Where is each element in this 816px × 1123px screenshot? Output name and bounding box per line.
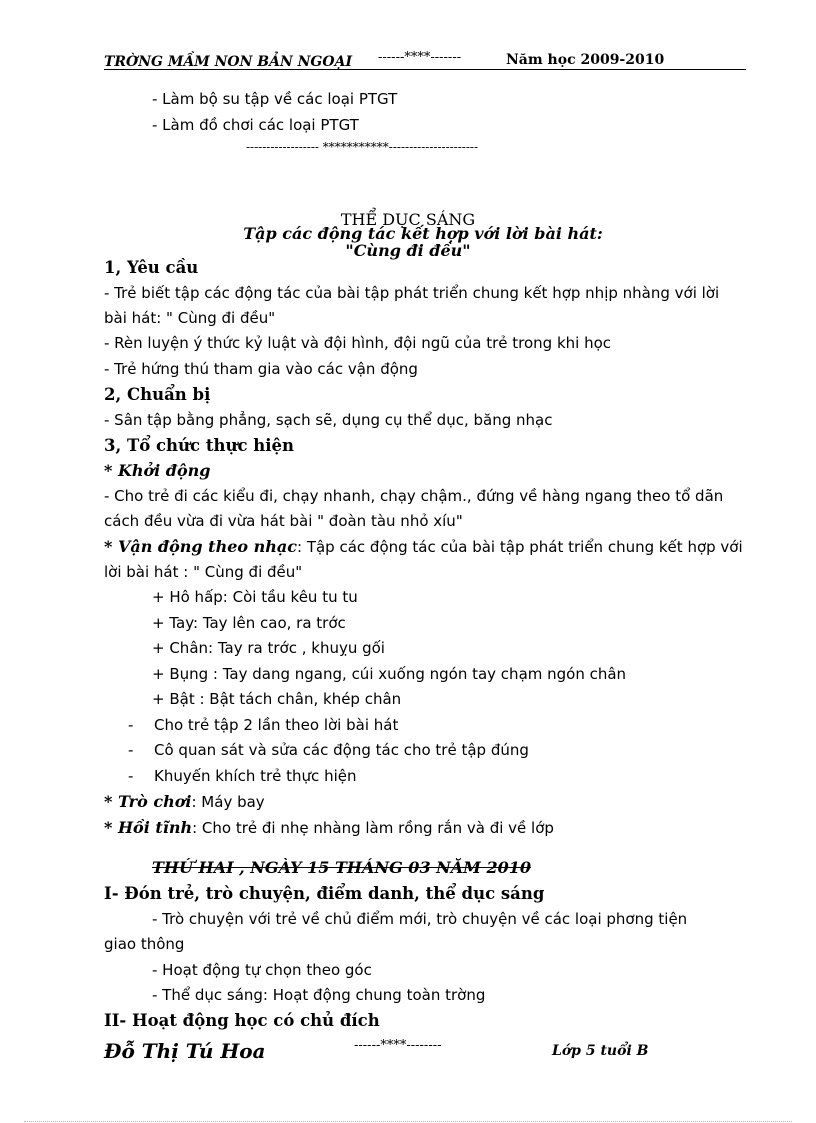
header-stars: ------****------- [378,50,462,65]
step-2: Cô quan sát và sửa các động tác cho trẻ tập đúng [154,741,529,759]
requirement-1a: - Trẻ biết tập các động tác của bài tập phát triển chung kết hợp nhịp nhàng với lời [104,284,720,302]
date-heading: THỨ HAI , NGÀY 15 THÁNG 03 NĂM 2010 [152,858,531,877]
cooldown-label: * Hồi tĩnh [104,818,193,837]
step-1: Cho trẻ tập 2 lần theo lời bài hát [154,716,399,734]
cooldown-text: : Cho trẻ đi nhẹ nhàng làm rồng rắn và đi về lớp [192,819,554,837]
footer-stars: ------****-------- [354,1038,442,1053]
warmup-1b: cách đều vừa đi vừa hát bài " đoàn tàu nhỏ xíu" [104,512,463,530]
warmup-label: * Khởi động [104,461,211,480]
music-label: * Vận động theo nhạc [104,537,297,556]
step-dash-3: - [128,767,134,785]
heading-part-2: II- Hoạt động học có chủ đích [104,1011,380,1030]
requirement-2: - Rèn luyện ý thức kỷ luật và đội hình, đội ngũ của trẻ trong khi học [104,334,612,352]
part1-item-a1: - Trò chuyện với trẻ về chủ điểm mới, trò chuyện về các loại phơng tiện [152,910,688,928]
game-line [104,792,265,811]
requirement-3: - Trẻ hứng thú tham gia vào các vận động [104,360,418,378]
intro-item-2: - Làm đồ chơi các loại PTGT [152,116,359,134]
step-3: Khuyến khích trẻ thực hiện [154,767,357,785]
section-title: THỂ DỤC SÁNG [340,210,476,229]
footer-teacher-name: Đỗ Thị Tú Hoa [104,1039,266,1063]
section-subtitle-1: Tập các động tác kết hợp với lời bài hát: [243,224,603,243]
header-year: Năm học 2009-2010 [506,52,665,68]
game-label: * Trò chơi [104,792,192,811]
footer-class: Lớp 5 tuổi B [552,1043,649,1059]
move-jump: + Bật : Bật tách chân, khép chân [152,690,402,708]
cooldown-line [104,818,554,837]
step-dash-2: - [128,741,134,759]
heading-part-1: I- Đón trẻ, trò chuyện, điểm danh, thể dục sáng [104,884,545,903]
separator: ------------------ ***********---------------------- [246,140,479,154]
move-abdomen: + Bụng : Tay dang ngang, cúi xuống ngón tay chạm ngón chân [152,665,627,683]
heading-organization: 3, Tổ chức thực hiện [104,436,294,455]
music-text-a: : Tập các động tác của bài tập phát triển chung kết hợp với [297,538,743,556]
game-text: : Máy bay [191,793,265,811]
header-school: TRỜNG MẦM NON BẢN NGOẠI [104,54,352,70]
part1-item-b: - Hoạt động tự chọn theo góc [152,961,372,979]
preparation-1: - Sân tập bằng phẳng, sạch sẽ, dụng cụ thể dục, băng nhạc [104,411,553,429]
requirement-1b: bài hát: " Cùng đi đều" [104,309,276,327]
heading-requirements: 1, Yêu cầu [104,258,199,277]
section-subtitle-2: "Cùng đi đều" [345,241,471,260]
part1-item-c: - Thể dục sáng: Hoạt động chung toàn trờng [152,986,486,1004]
warmup-1a: - Cho trẻ đi các kiểu đi, chạy nhanh, chạy chậm., đứng về hàng ngang theo tổ dãn [104,487,724,505]
move-arms: + Tay: Tay lên cao, ra trớc [152,614,346,632]
music-text-b: lời bài hát : " Cùng đi đều" [104,563,303,581]
intro-item-1: - Làm bộ su tập về các loại PTGT [152,90,398,108]
music-line-a [104,537,743,556]
page-bottom-border [24,1121,792,1122]
part1-item-a2: giao thông [104,935,185,953]
header-rule [104,69,746,70]
move-legs: + Chân: Tay ra trớc , khuỵu gối [152,639,385,657]
step-dash-1: - [128,716,134,734]
heading-preparation: 2, Chuẩn bị [104,385,211,404]
move-breathing: + Hô hấp: Còi tầu kêu tu tu [152,588,358,606]
